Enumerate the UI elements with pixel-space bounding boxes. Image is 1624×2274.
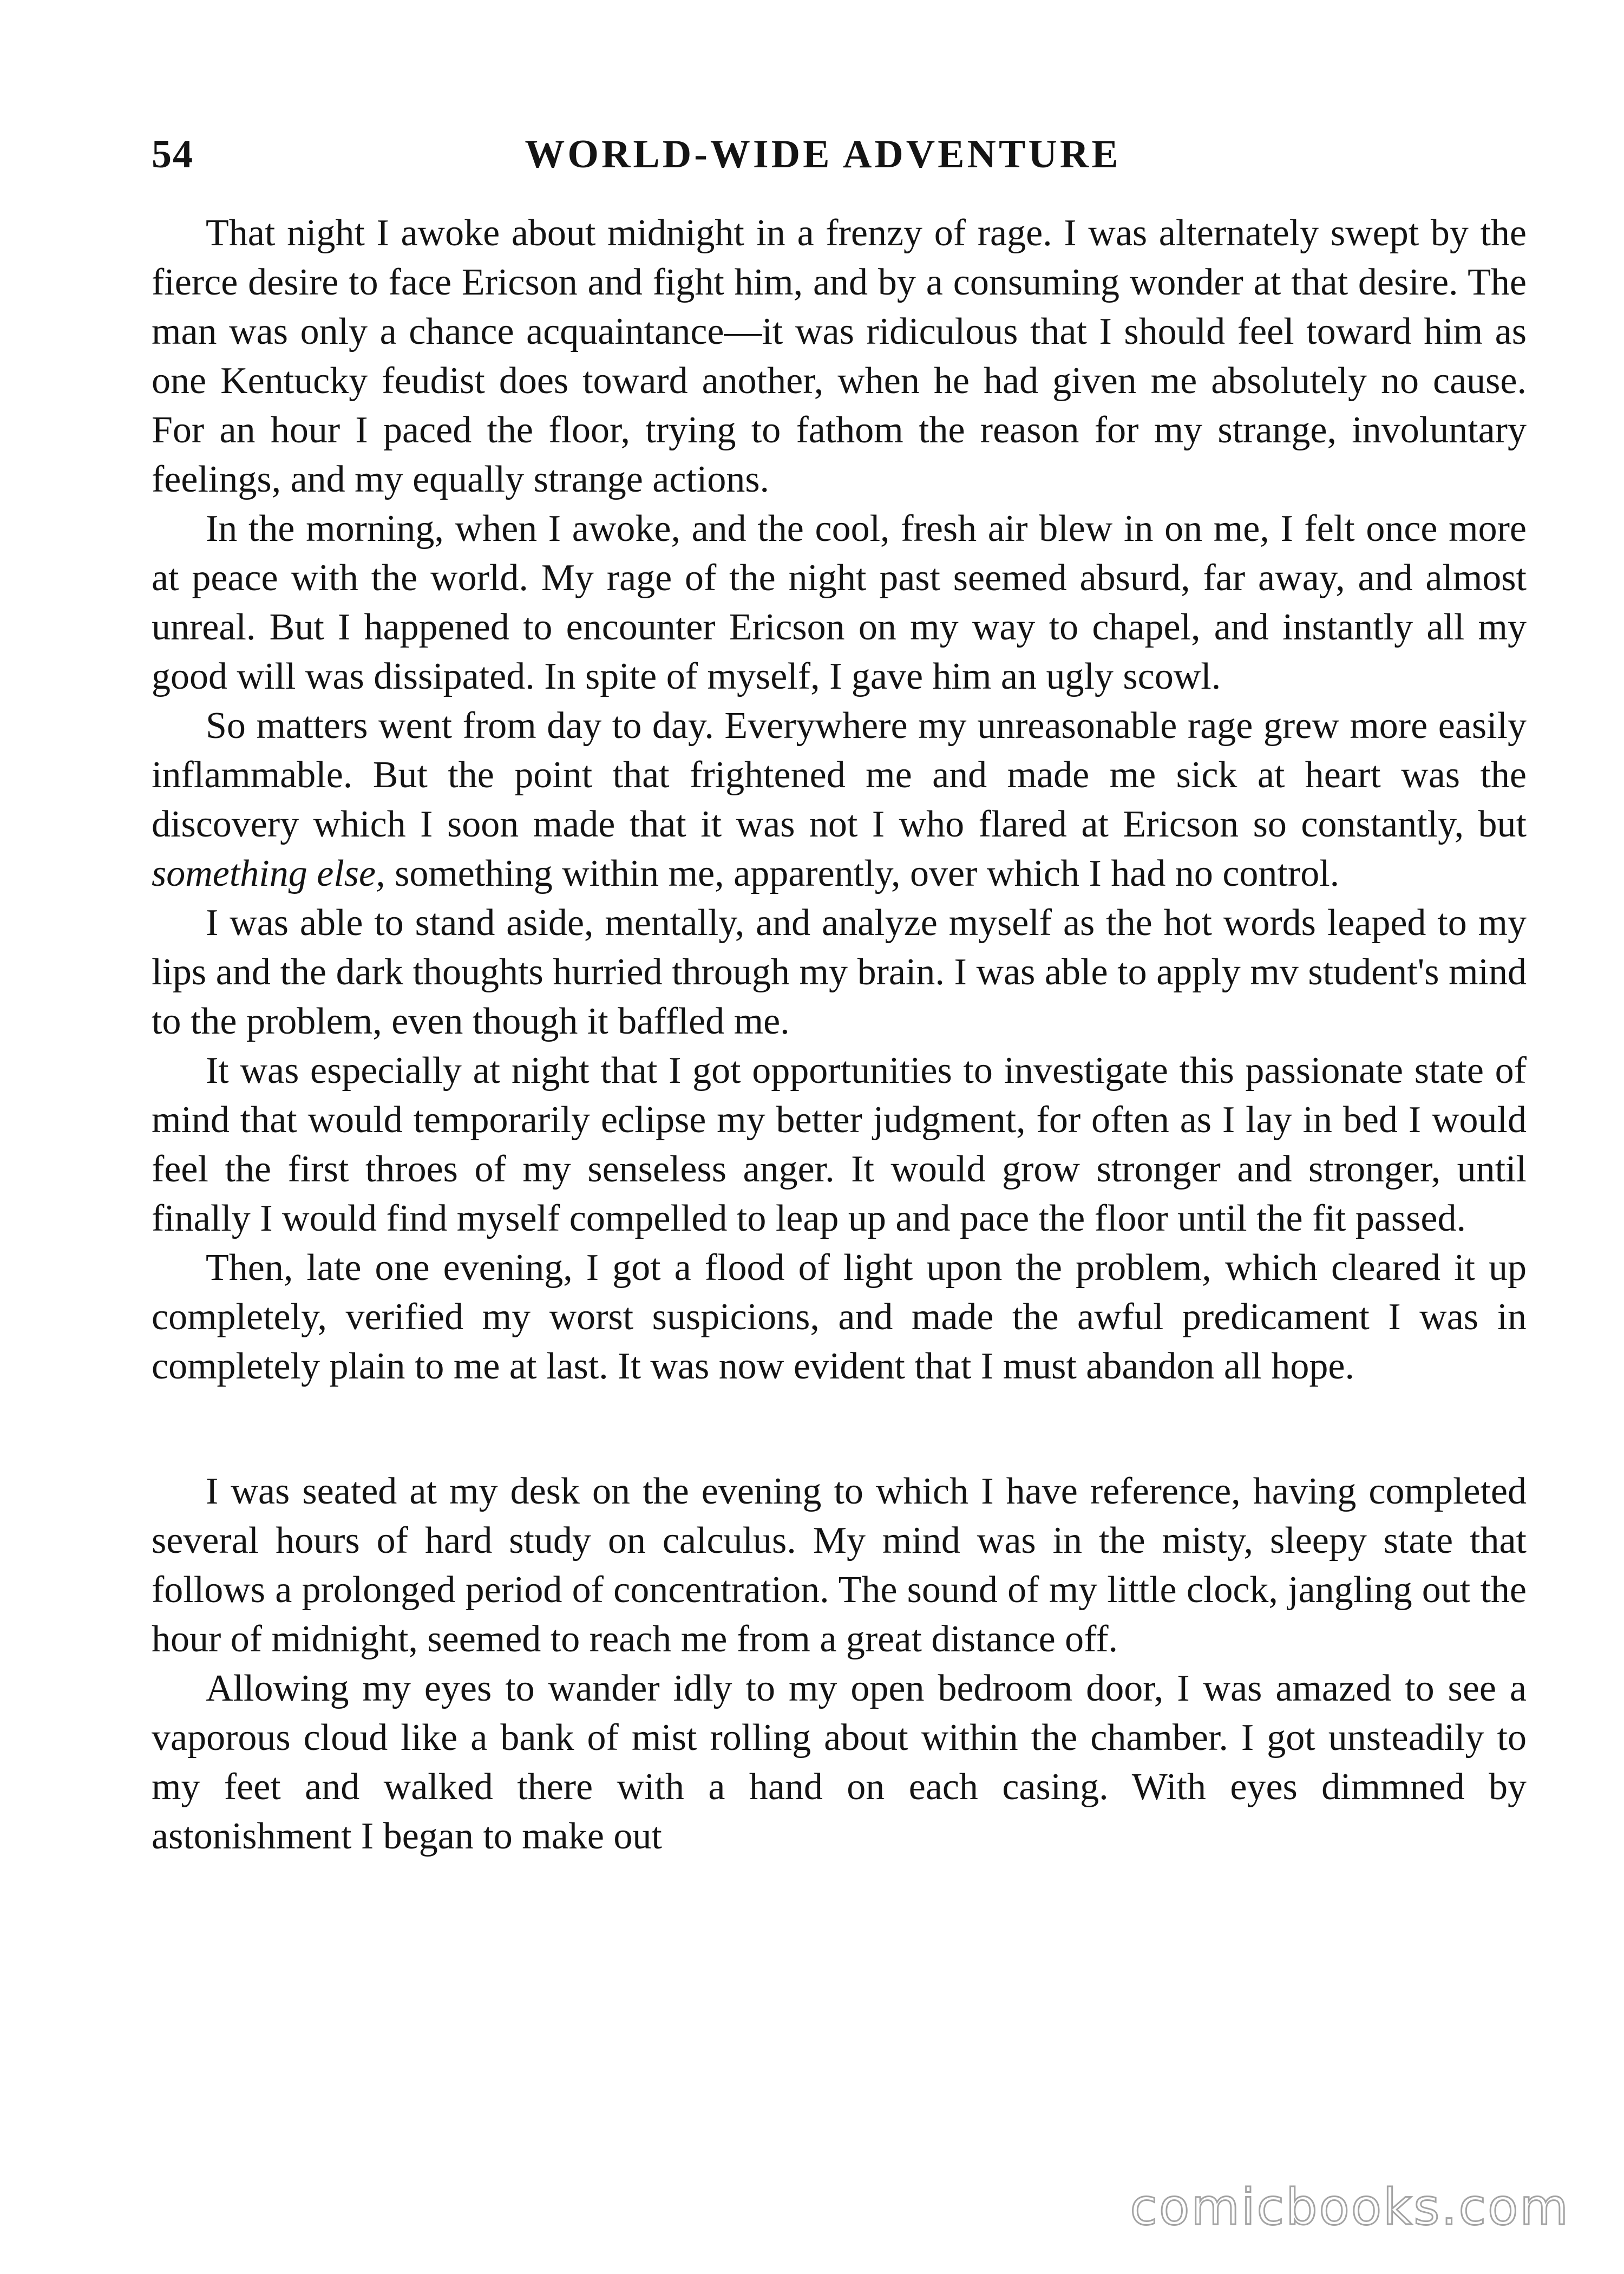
paragraph-6: Then, late one evening, I got a flood of light upon the problem, which cleared it up completely, verified my worst suspicions, and made the awful predicament I was in completely plain to me at last. It was now evident that I must abandon all hope. — [152, 1247, 1527, 1387]
running-head: WORLD-WIDE ADVENTURE — [525, 132, 1121, 177]
paragraph-1: That night I awoke about midnight in a frenzy of rage. I was alternately swept by the fierce desire to face Ericson and fight him, and by a consuming wonder at that desire. The man was only a chance acquaintance—it was ridiculous that I should feel toward him as one Kentucky feudist does toward another, when he had given me absolutely no cause. For an hour I paced the floor, trying to fathom the reason for my strange, involuntary feelings, and my equally strange actions. — [152, 212, 1527, 500]
paragraph-3-part-1: So matters went from day to day. Everywhere my unreasonable rage grew more easily inflammable. But the point that frightened me and made me sick at heart was the discovery which I soon made that it was not I who flared at Ericson so constantly, but — [152, 705, 1527, 845]
paragraph-8: Allowing my eyes to wander idly to my open bedroom door, I was amazed to see a vaporous cloud like a bank of mist rolling about within the chamber. I got unsteadily to my feet and walked there with a hand on each casing. With eyes dimmned by astonishment I began to make out — [152, 1668, 1527, 1857]
paragraph-3 — [152, 701, 1527, 898]
italic-emphasis: something else, — [152, 853, 385, 894]
watermark: comicbooks.com — [1130, 2178, 1570, 2236]
page-header — [152, 125, 1494, 184]
paragraph-3-part-2: something within me, apparently, over which I had no control. — [385, 853, 1340, 894]
body-text — [152, 208, 1527, 1861]
paragraph-2: In the morning, when I awoke, and the cool, fresh air blew in on me, I felt once more at peace with the world. My rage of the night past seemed absurd, far away, and almost unreal. But I happened to encounter Ericson on my way to chapel, and instantly all my good will was dissipated. In spite of myself, I gave him an ugly scowl. — [152, 508, 1527, 697]
paragraph-4: I was able to stand aside, mentally, and analyze myself as the hot words leaped to my lips and the dark thoughts hurried through my brain. I was able to apply mv student's mind to the problem, even though it baffled me. — [152, 902, 1527, 1042]
paragraph-5: It was especially at night that I got opportunities to investigate this passionate state of mind that would temporarily eclipse my better judgment, for often as I lay in bed I would feel the first throes of my senseless anger. It would grow stronger and stronger, until finally I would find myself compelled to leap up and pace the floor until the fit passed. — [152, 1050, 1527, 1239]
page-number: 54 — [152, 132, 194, 177]
paragraph-7: I was seated at my desk on the evening to which I have reference, having completed several hours of hard study on calculus. My mind was in the misty, sleepy state that follows a prolonged period of concentration. The sound of my little clock, jangling out the hour of midnight, seemed to reach me from a great distance off. — [152, 1471, 1527, 1660]
